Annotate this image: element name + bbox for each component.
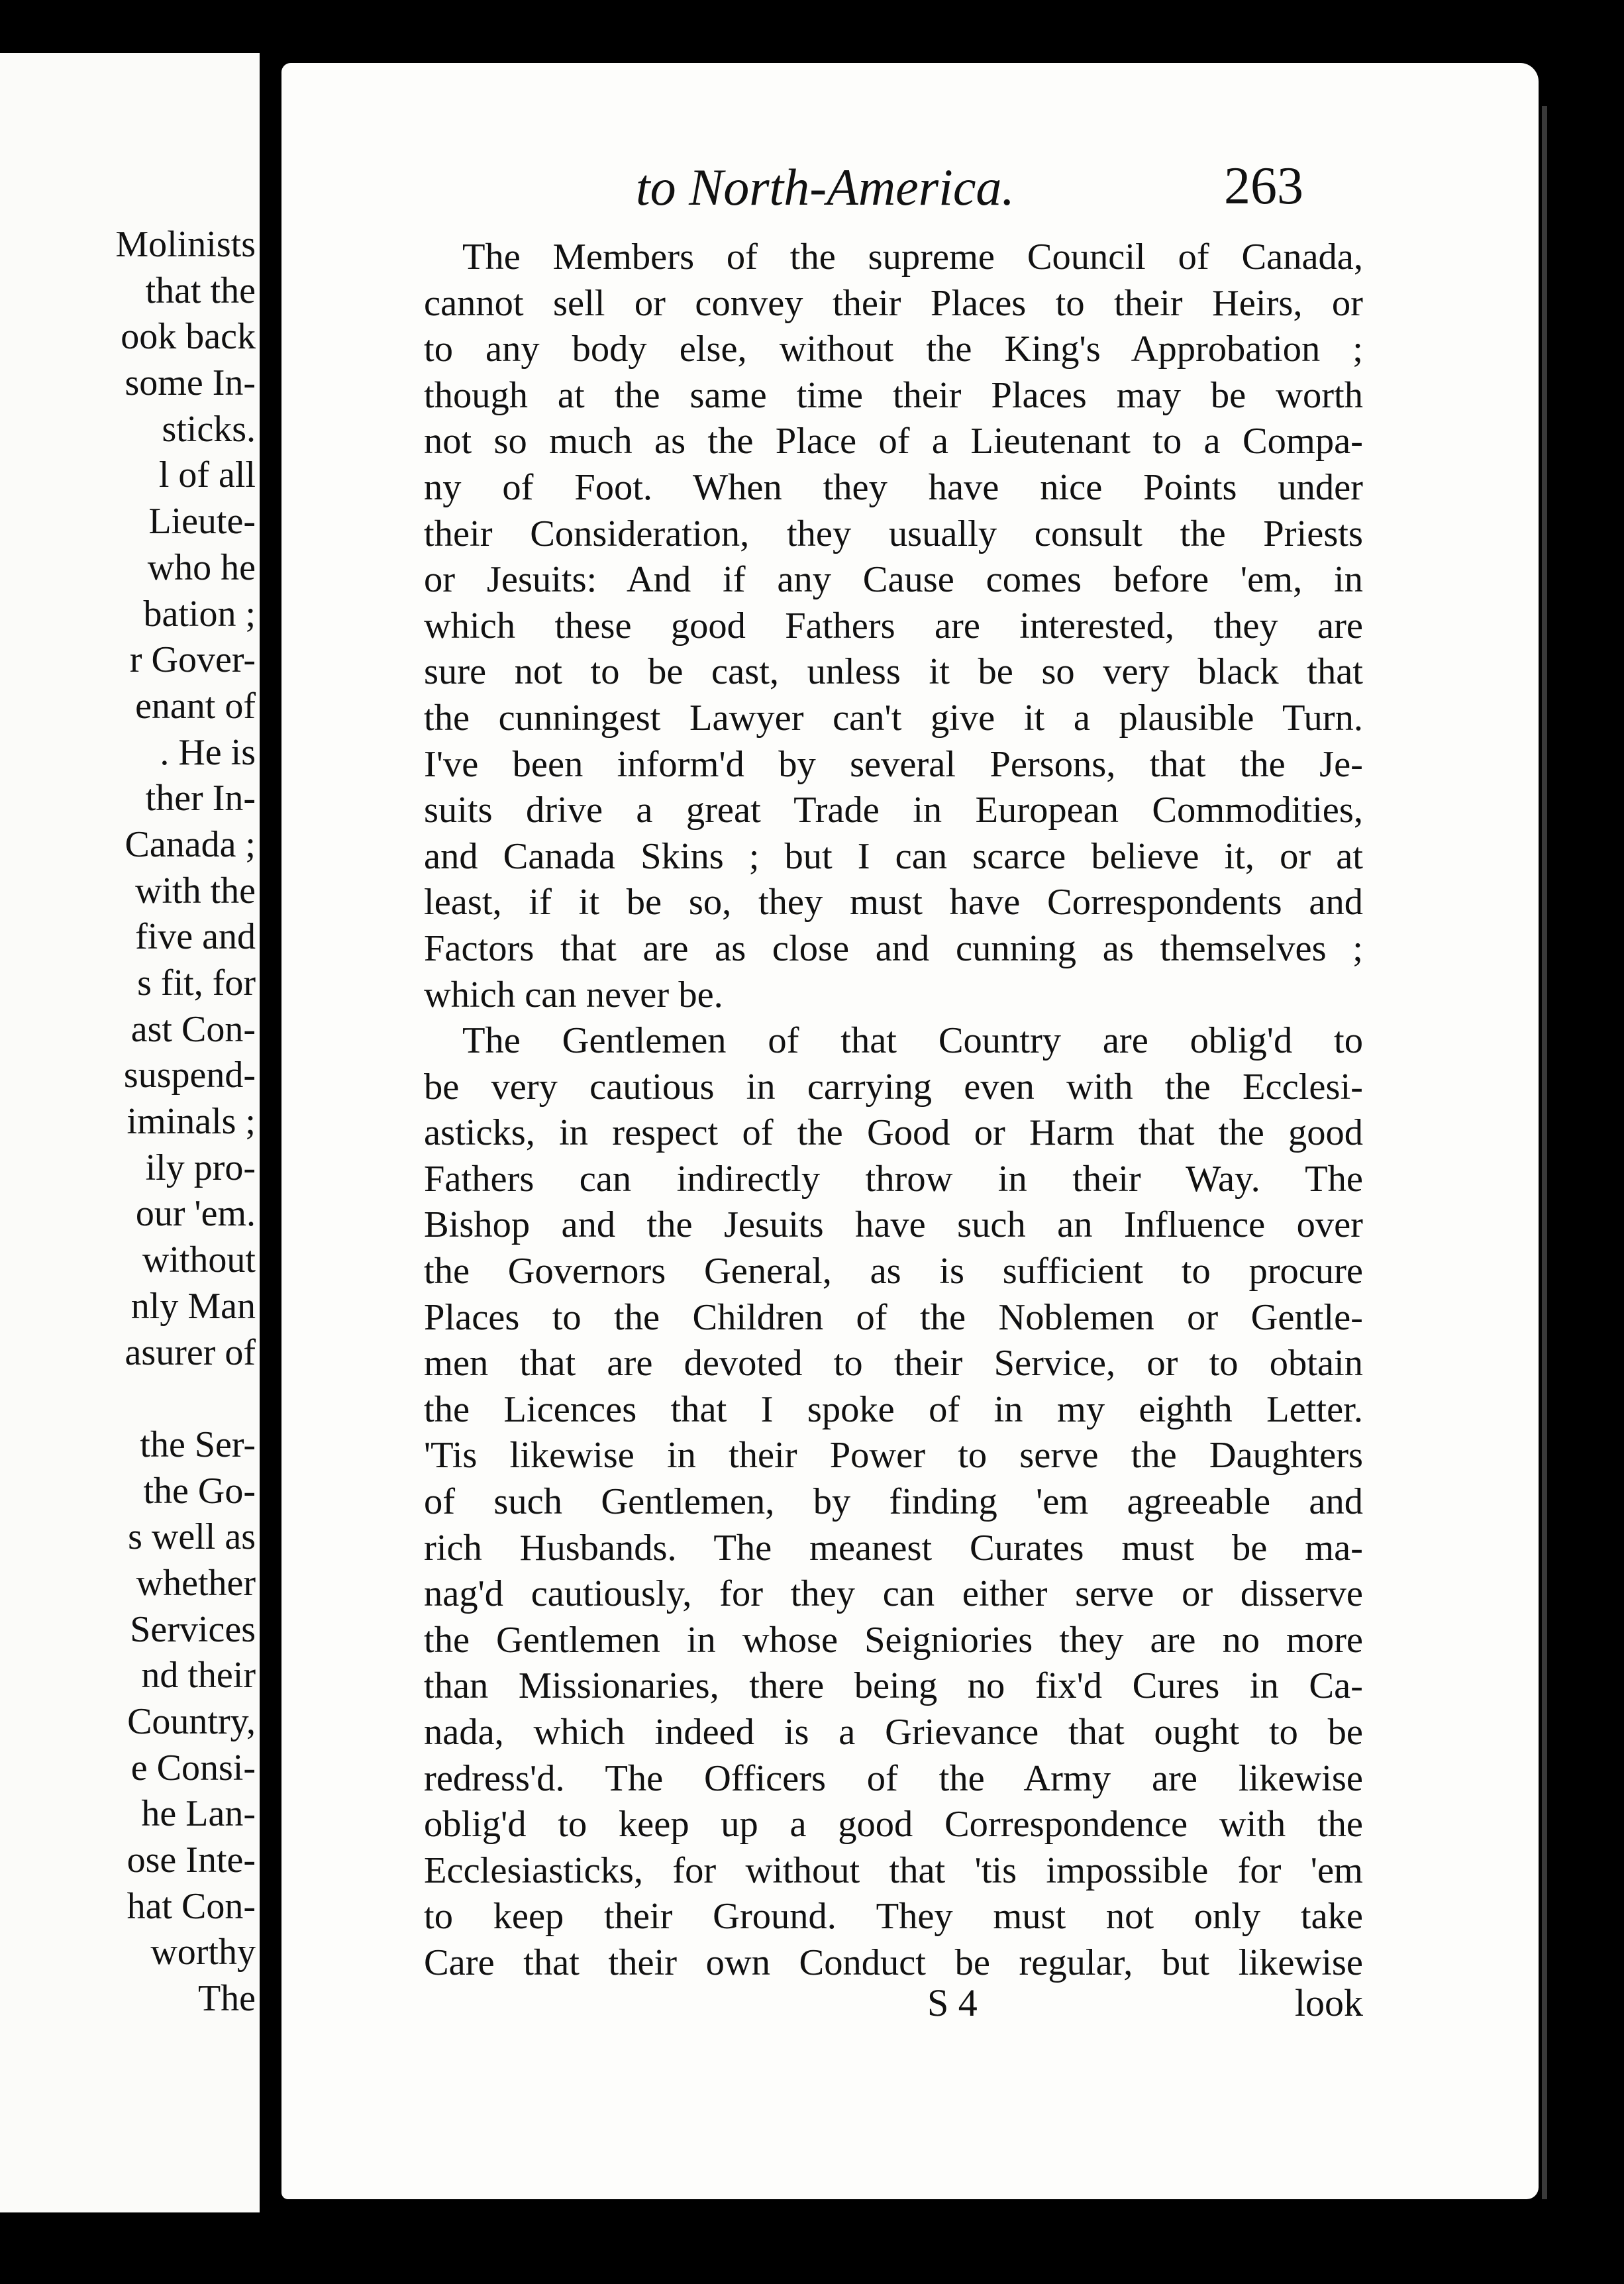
text-line: their Consideration, they usually consult the Priests	[424, 513, 1363, 554]
left-page-line: asurer of	[125, 1331, 256, 1373]
left-page-text-column	[115, 222, 256, 2022]
left-page-line: ther In-	[145, 778, 256, 819]
text-line: or Jesuits: And if any Cause comes before 'em, in	[424, 559, 1363, 601]
text-line: not so much as the Place of a Lieutenant to a Compa-	[424, 421, 1363, 462]
running-head: to North-America.	[636, 158, 1015, 216]
text-line: than Missionaries, there being no fix'd Cures in Ca-	[424, 1665, 1363, 1707]
left-page-line: s well as	[128, 1516, 256, 1558]
left-page-line: e Consi-	[130, 1747, 256, 1789]
text-line: which these good Fathers are interested, they are	[424, 605, 1363, 647]
text-line: I've been inform'd by several Persons, that the Je-	[424, 743, 1363, 785]
left-page-line: The	[197, 1978, 256, 2020]
left-page-line: . He is	[160, 731, 256, 773]
text-line: nada, which indeed is a Grievance that ought to be	[424, 1712, 1363, 1753]
left-page-line: r Gover-	[129, 639, 256, 681]
text-line: Bishop and the Jesuits have such an Influence over	[424, 1204, 1363, 1246]
text-line: Factors that are as close and cunning as themselves ;	[424, 927, 1363, 969]
text-line: the Licences that I spoke of in my eighth Letter.	[424, 1388, 1363, 1430]
text-line: the Gentlemen in whose Seigniories they are no more	[424, 1619, 1363, 1661]
text-line: of such Gentlemen, by finding 'em agreeable and	[424, 1481, 1363, 1523]
facing-page-left	[0, 53, 260, 2212]
text-line: redress'd. The Officers of the Army are likewise	[424, 1757, 1363, 1799]
left-page-line: five and	[135, 916, 256, 958]
left-page-line: ily pro-	[145, 1147, 256, 1188]
left-page-line: hat Con-	[127, 1885, 256, 1927]
text-line: Care that their own Conduct be regular, but likewise	[424, 1942, 1363, 1983]
left-page-line: iminals ;	[127, 1101, 256, 1143]
text-line: the Governors General, as is sufficient to procure	[424, 1251, 1363, 1292]
left-page-line: nly Man	[130, 1285, 256, 1327]
left-page-line: Molinists	[115, 224, 256, 265]
text-line: the cunningest Lawyer can't give it a plausible Turn.	[424, 697, 1363, 739]
page-footer	[424, 1981, 1363, 2034]
left-page-line: Canada ;	[125, 823, 256, 865]
text-line: The Gentlemen of that Country are oblig'd to	[462, 1020, 1363, 1062]
left-page-line: ook back	[121, 316, 256, 358]
body-text	[424, 234, 1363, 1987]
left-page-line: Country,	[127, 1701, 256, 1742]
page-number: 263	[1224, 157, 1303, 215]
text-line: cannot sell or convey their Places to their Heirs, or	[424, 282, 1363, 324]
left-page-line: enant of	[135, 685, 256, 727]
text-line: nag'd cautiously, for they can either serve or disserve	[424, 1573, 1363, 1615]
left-page-line: whether	[136, 1562, 256, 1604]
left-page-line: with the	[135, 870, 256, 911]
text-line: Ecclesiasticks, for without that 'tis impossible for 'em	[424, 1849, 1363, 1891]
left-page-line: Lieute-	[148, 501, 256, 543]
left-page-line: worthy	[150, 1932, 256, 1973]
catchword: look	[1294, 1981, 1363, 2024]
text-line: ny of Foot. When they have nice Points under	[424, 466, 1363, 508]
left-page-line: some In-	[125, 362, 256, 404]
text-line: be very cautious in carrying even with the Ecclesi-	[424, 1066, 1363, 1108]
left-page-line: ast Con-	[130, 1008, 256, 1050]
text-line: 'Tis likewise in their Power to serve the Daughters	[424, 1435, 1363, 1477]
left-page-line: he Lan-	[141, 1793, 256, 1835]
text-line: asticks, in respect of the Good or Harm that the good	[424, 1112, 1363, 1154]
text-line: which can never be.	[424, 974, 723, 1015]
text-line: rich Husbands. The meanest Curates must be ma-	[424, 1527, 1363, 1569]
left-page-line: the Ser-	[140, 1424, 256, 1465]
text-line: suits drive a great Trade in European Commodities,	[424, 790, 1363, 831]
left-page-line: that the	[145, 270, 256, 311]
left-page-line: l of all	[158, 454, 256, 496]
text-line: Fathers can indirectly throw in their Way. The	[424, 1158, 1363, 1200]
text-line: sure not to be cast, unless it be so very black that	[424, 651, 1363, 693]
left-page-line: ose Inte-	[127, 1840, 256, 1881]
left-page-line: Services	[130, 1608, 256, 1650]
left-page-line: who he	[147, 546, 256, 588]
page-edge-shadow	[1542, 106, 1547, 2199]
text-line: least, if it be so, they must have Correspondents and	[424, 882, 1363, 923]
text-line: oblig'd to keep up a good Correspondence with the	[424, 1804, 1363, 1845]
text-line: to any body else, without the King's Approbation ;	[424, 329, 1363, 370]
text-line: Places to the Children of the Noblemen or Gentle-	[424, 1296, 1363, 1338]
signature-mark: S 4	[927, 1981, 978, 2024]
left-page-line	[115, 1376, 256, 1422]
left-page-line: nd their	[141, 1655, 256, 1696]
left-page-line: bation ;	[143, 593, 256, 635]
text-line: to keep their Ground. They must not only take	[424, 1896, 1363, 1938]
left-page-line: s fit, for	[137, 962, 256, 1004]
left-page-line: suspend-	[123, 1055, 256, 1096]
text-line: men that are devoted to their Service, or to obtain	[424, 1343, 1363, 1384]
left-page-line: without	[142, 1239, 256, 1281]
text-line: though at the same time their Places may be worth	[424, 374, 1363, 416]
text-line: The Members of the supreme Council of Canada,	[462, 236, 1363, 278]
text-line: and Canada Skins ; but I can scarce believe it, or at	[424, 835, 1363, 877]
left-page-line: the Go-	[143, 1470, 256, 1512]
left-page-line: sticks.	[162, 408, 256, 450]
left-page-line: our 'em.	[135, 1193, 256, 1235]
